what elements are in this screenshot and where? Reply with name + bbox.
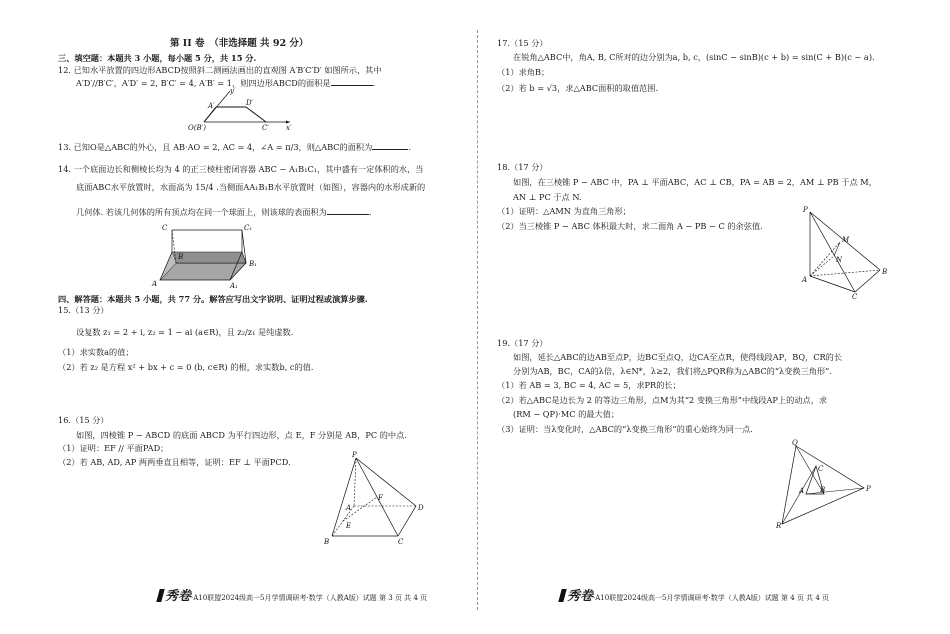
q12-figure — [188, 86, 298, 134]
q19-triangle-figure — [776, 438, 874, 530]
q14-line1: 14. 一个底面边长和侧棱长均为 4 的正三棱柱密闭容器 ABC − A₁B₁C₁，其中盛有一定体积的水，当 — [58, 164, 424, 174]
q19-number: 19.（17 分） — [497, 338, 548, 348]
q12-line1: 12. 已知水平放置的四边形ABCD按照斜二测画法画出的直观图 A′B′C′D′ 如图所示，其中 — [58, 65, 382, 75]
q19-part3: （3）证明：当λ变化时，△ABC的“λ变换三角形”的重心始终为同一点. — [497, 424, 753, 434]
label-a: A — [802, 276, 808, 284]
label-r: R — [776, 522, 782, 530]
label-a: A — [799, 487, 805, 495]
label-b: B — [178, 253, 184, 261]
q19-part2: （2）若△ABC是边长为 2 的等边三角形，点M为其“2 变换三角形”中线段AP上的动点，求 — [497, 395, 828, 405]
label-f: F — [378, 494, 383, 502]
label-m: M — [842, 236, 850, 244]
label-c1: C₁ — [244, 224, 253, 232]
label-c: C — [398, 538, 404, 546]
q16-part2: （2）若 AB, AD, AP 两两垂直且相等，证明：EF ⊥ 平面PCD. — [58, 457, 291, 467]
page-divider — [477, 30, 478, 610]
q17-part2: （2）若 b = √3，求△ABC面积的取值范围. — [497, 83, 659, 93]
brand-logo: 秀卷 — [560, 589, 593, 604]
q14-line2: 底面ABC水平放置时，水面高为 15/4 .当侧面AA₁B₁B水平放置时（如图），容器内的水形成新的 — [76, 182, 426, 192]
q18-line2: AN ⊥ PC 于点 N. — [513, 192, 582, 202]
label-c: C — [818, 465, 824, 473]
label-b: B — [324, 538, 330, 546]
label-a: A′ — [208, 102, 215, 110]
label-n: N — [836, 256, 843, 264]
q19-part2-line2: (RM − QP)·MC 的最大值； — [513, 409, 620, 419]
q14-prism-figure — [150, 218, 260, 290]
label-a1: A₁ — [230, 282, 238, 290]
q16-part1: （1）证明：EF // 平面PAD； — [58, 443, 169, 453]
answer-blank — [331, 77, 373, 86]
label-y: y′ — [230, 87, 236, 95]
q16-number: 16.（15 分） — [58, 415, 109, 425]
q18-part1: （1）证明：△AMN 为直角三角形； — [497, 206, 631, 216]
label-b: B — [882, 268, 888, 276]
section-title: 第 II 卷 （非选择题 共 92 分） — [170, 38, 309, 49]
brand-logo: 秀卷 — [158, 589, 191, 604]
part3-heading: 三、填空题：本题共 3 小题，每小题 5 分，共 15 分. — [58, 53, 257, 63]
label-b1: B₁ — [249, 260, 257, 268]
q18-line1: 如图，在三棱锥 P − ABC 中，PA ⊥ 平面ABC，AC ⊥ CB，PA = AB = 2，AM ⊥ PB 于点 M， — [513, 177, 877, 187]
q12-line2: A′D′//B′C′，A′D′ = 2, B′C′ = 4, A′B′ = 1，则四边形ABCD的面积是 . — [76, 78, 376, 88]
q15-part2: （2）若 z₂ 是方程 x² + bx + c = 0 (b, c∈R) 的根，求实数b, c的值. — [58, 362, 314, 372]
label-p: P — [866, 485, 871, 493]
q13-text: 13. 已知O是△ABC的外心，且 AB·AO = 2, AC = 4，∠A = π/3，则△ABC的面积为 . — [58, 142, 411, 152]
answer-blank — [372, 141, 408, 150]
label-a: A — [152, 280, 158, 288]
q19-line2: 分别为AB，BC，CA的λ倍，λ∈N*，λ≥2，我们将△PQR称为△ABC的“λ变换三角形”. — [513, 366, 832, 376]
label-e: E — [346, 522, 352, 530]
label-b: B — [820, 486, 826, 494]
label-c: C — [852, 293, 858, 300]
q15-line1: 设复数 z₁ = 2 + i, z₂ = 1 − ai (a∈R)，且 z₂/z₁ 是纯虚数. — [76, 327, 294, 337]
label-c: C — [162, 224, 168, 232]
label-p: P — [803, 206, 808, 214]
q17-part1: （1）求角B； — [497, 67, 550, 77]
label-p: P — [352, 451, 357, 459]
q17-number: 17.（15 分） — [497, 38, 548, 48]
right-page — [480, 0, 950, 634]
q16-pyramid-figure — [318, 448, 430, 548]
label-o-b: O(B′) — [188, 124, 206, 132]
label-a: A — [346, 504, 352, 512]
left-footer: 秀卷·A10联盟2024级高一5月学情调研考·数学（人教A版）试题 第 3 页 共 4 页 — [158, 585, 427, 604]
label-q: Q — [792, 439, 798, 447]
answer-blank — [327, 206, 369, 215]
label-c: C′ — [262, 124, 269, 132]
label-d: D′ — [246, 99, 254, 107]
q15-part1: （1）求实数a的值； — [58, 347, 134, 357]
q18-number: 18.（17 分） — [497, 162, 548, 172]
q18-part2: （2）当三棱锥 P − ABC 体积最大时，求二面角 A − PB − C 的余弦值. — [497, 221, 763, 231]
q17-line1: 在锐角△ABC中，角A, B, C所对的边分别为a, b, c，(sinC − sinB)(c + b) = sin(C + B)(c − a). — [513, 52, 875, 62]
q19-line1: 如图，延长△ABC的边AB至点P，边BC至点Q，边CA至点R，使得线段AP，BQ，CR的长 — [513, 352, 843, 362]
label-x: x′ — [286, 124, 292, 132]
right-footer: 秀卷·A10联盟2024级高一5月学情调研考·数学（人教A版）试题 第 4 页 共 4 页 — [560, 585, 829, 604]
part4-heading: 四、解答题：本题共 5 小题，共 77 分。解答应写出文字说明、证明过程或演算步骤. — [58, 294, 368, 304]
q14-line3: 几何体. 若该几何体的所有顶点均在同一个球面上，则该球的表面积为 . — [76, 207, 372, 217]
q18-tetrahedron-figure — [800, 204, 892, 300]
label-d: D — [418, 504, 424, 512]
q16-line1: 如图，四棱锥 P − ABCD 的底面 ABCD 为平行四边形，点 E，F 分别是 AB，PC 的中点. — [76, 430, 407, 440]
q15-number: 15.（13 分） — [58, 305, 109, 315]
q19-part1: （1）若 AB = 3, BC = 4, AC = 5，求PR的长； — [497, 380, 681, 390]
